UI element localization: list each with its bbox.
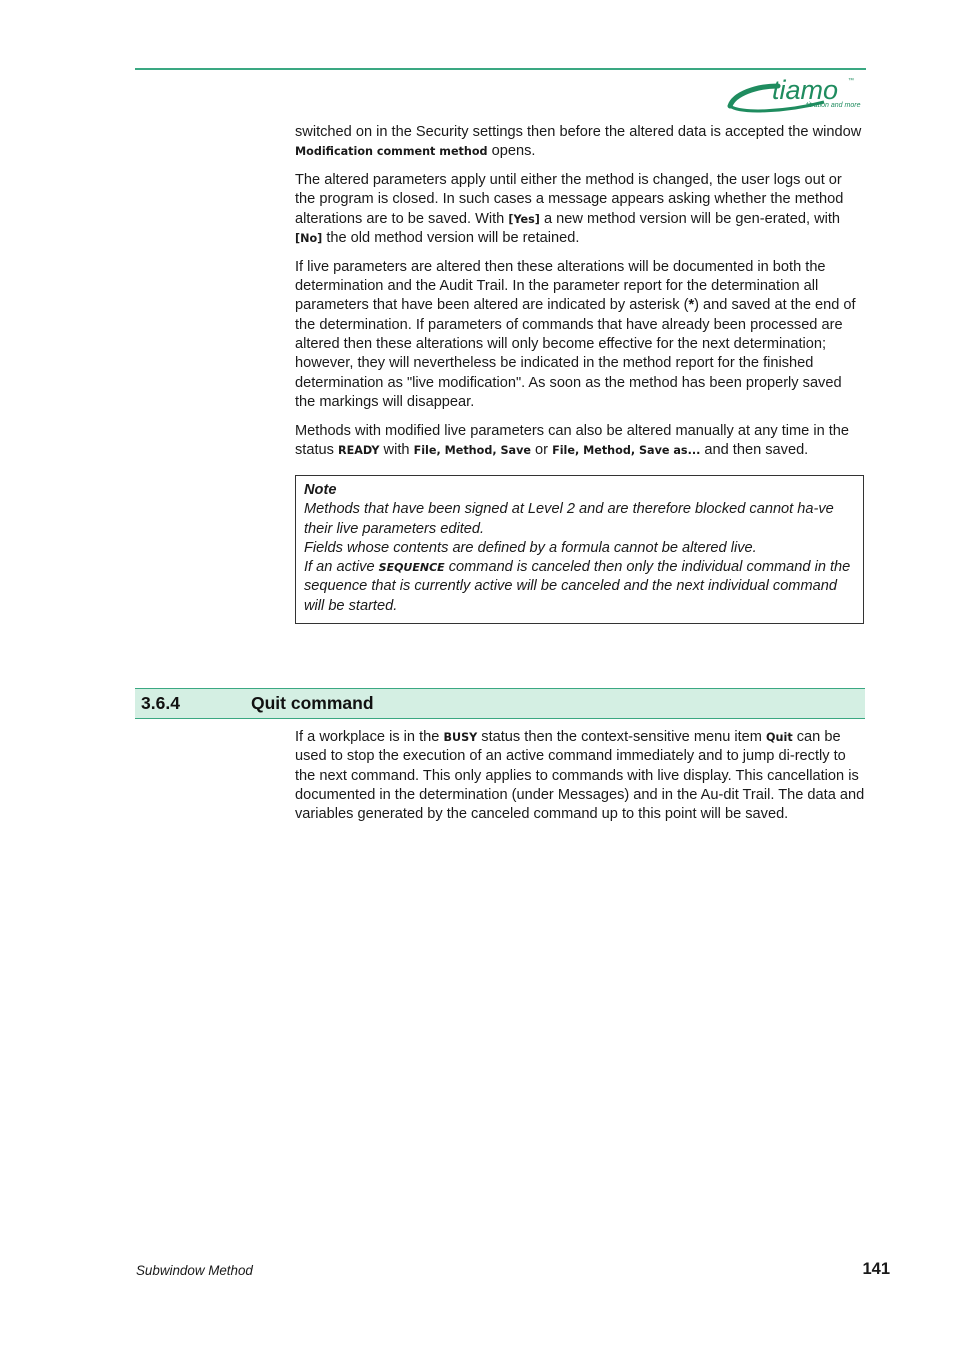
logo-wordmark: tiamo	[772, 75, 839, 105]
ui-label: Quit	[766, 731, 793, 744]
note-line: If an active SEQUENCE command is canceled then only the individual command in the sequence that is currently active will be canceled and the next individual command will be started.	[304, 559, 851, 614]
ui-label: Modification comment method	[295, 145, 488, 159]
footer-chapter: Subwindow Method	[136, 1263, 253, 1278]
ui-label: READY	[338, 443, 380, 457]
paragraph: If a workplace is in the BUSY status then the context-sensitive menu item Quit can be used to stop the execution of an active command immediately and to jump di-rectly to the next command. This only applies to commands with live display. This cancellation is documented in the determination (under Messages) and in the Au-dit Trail. The data and variables generated by the canceled command up to this point will be saved.	[295, 729, 865, 823]
paragraph: switched on in the Security settings then before the altered data is accepted the window Modification comment method opens.	[295, 124, 862, 160]
ui-label: File, Method, Save as...	[552, 443, 701, 457]
logo-tagline: titration and more	[806, 102, 861, 109]
paragraph: The altered parameters apply until either the method is changed, the user logs out or the program is closed. In such cases a message appears asking whether the method alterations are to be saved. With [Yes] a new method version will be gen-erated, with [No] the old method version will be retained.	[295, 172, 844, 246]
ui-label: [No]	[295, 231, 323, 245]
ui-label: File, Method, Save	[413, 443, 531, 457]
section-title: Quit command	[251, 693, 374, 713]
note-line: Methods that have been signed at Level 2 and are therefore blocked cannot ha-ve their live parameters edited.	[304, 501, 834, 537]
body-text-top	[295, 123, 865, 470]
tiamo-logo	[726, 72, 868, 118]
ui-label: SEQUENCE	[378, 561, 445, 575]
note-box	[295, 475, 864, 624]
section-heading	[135, 688, 865, 719]
page-number: 141	[862, 1260, 890, 1278]
logo-trademark: ™	[848, 78, 854, 84]
body-text-bottom	[295, 728, 865, 834]
header-rule	[135, 68, 866, 70]
section-number: 3.6.4	[141, 693, 180, 713]
paragraph: If live parameters are altered then these alterations will be documented in both the determination and the Audit Trail. In the parameter report for the determination all parameters that have been altered are indicated by asterisk (*) and saved at the end of the determination. If parameters of commands that have already been processed are altered then these alterations will only become effective for the next determination; however, they will nevertheless be indicated in the method report for the finished determination as "live modification". As soon as the method has been properly saved the markings will disappear.	[295, 258, 856, 410]
note-line: Fields whose contents are defined by a formula cannot be altered live.	[304, 539, 757, 556]
note-title: Note	[304, 482, 337, 498]
paragraph: Methods with modified live parameters can also be altered manually at any time in the status READY with File, Method, Save or File, Method, Save as... and then saved.	[295, 422, 850, 458]
ui-label: BUSY	[443, 731, 478, 744]
ui-label: [Yes]	[508, 212, 540, 226]
asterisk-marker: *	[688, 297, 695, 314]
